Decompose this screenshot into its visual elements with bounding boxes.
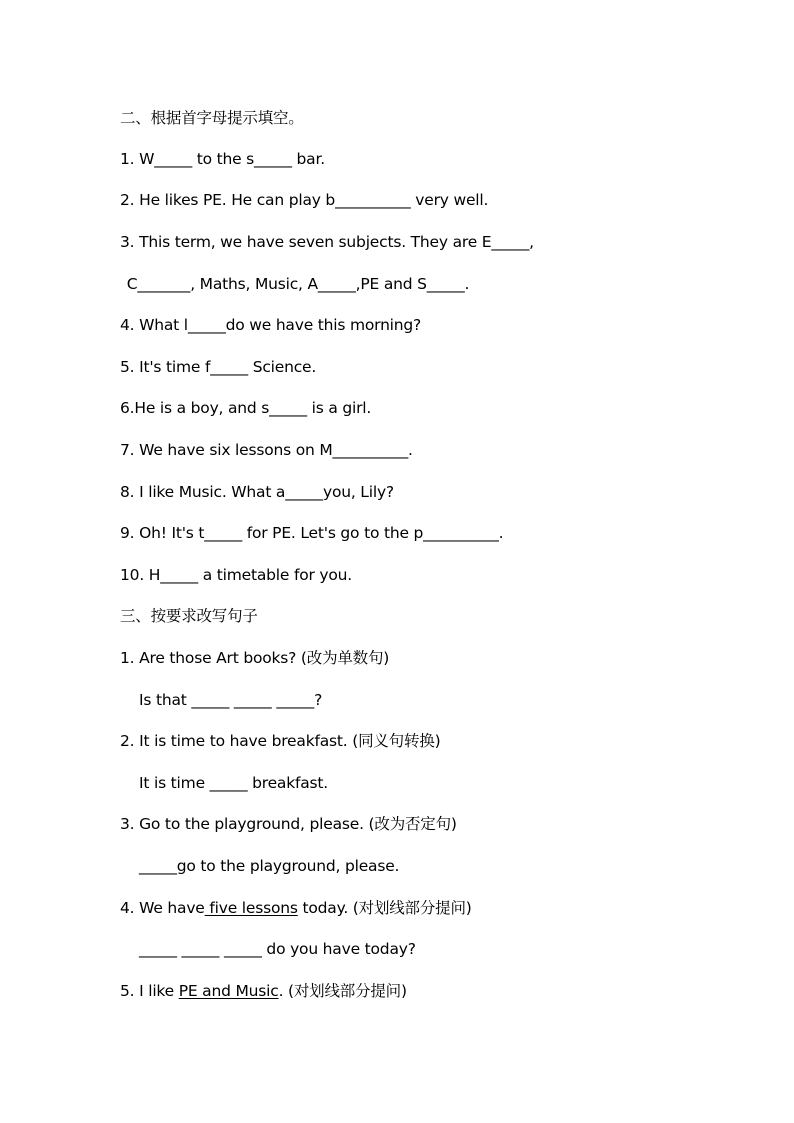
rewrite-question-2: 2. It is time to have breakfast. (同义句转换): [120, 732, 441, 750]
rewrite-question-1: 1. Are those Art books? (改为单数句): [120, 649, 390, 667]
fill-item-6: 6.He is a boy, and s_____ is a girl.: [120, 399, 372, 417]
question-5-prefix: 5. I like: [120, 982, 179, 1000]
section-2-heading: 二、根据首字母提示填空。: [120, 109, 304, 127]
fill-item-3: 3. This term, we have seven subjects. They are E_____,: [120, 233, 534, 251]
rewrite-answer-1: Is that _____ _____ _____?: [139, 691, 323, 709]
rewrite-question-3: 3. Go to the playground, please. (改为否定句): [120, 815, 457, 833]
fill-item-5: 5. It's time f_____ Science.: [120, 358, 317, 376]
fill-item-2: 2. He likes PE. He can play b__________ very well.: [120, 191, 489, 209]
fill-item-1: 1. W_____ to the s_____ bar.: [120, 150, 325, 168]
rewrite-answer-4: _____ _____ _____ do you have today?: [139, 940, 416, 958]
section-3-heading: 三、按要求改写句子: [120, 607, 258, 625]
rewrite-question-4: [120, 898, 472, 918]
question-5-suffix: . (对划线部分提问): [278, 982, 407, 1000]
rewrite-answer-2: It is time _____ breakfast.: [139, 774, 329, 792]
fill-item-8: 8. I like Music. What a_____you, Lily?: [120, 483, 394, 501]
rewrite-question-5: [120, 981, 407, 1001]
question-4-underlined-phrase: five lessons: [204, 899, 298, 917]
question-4-suffix: today. (对划线部分提问): [297, 899, 472, 917]
fill-item-9: 9. Oh! It's t_____ for PE. Let's go to the p__________.: [120, 524, 504, 542]
question-4-prefix: 4. We have: [120, 899, 205, 917]
fill-item-3-continued: C_______, Maths, Music, A_____,PE and S_____.: [122, 275, 470, 293]
fill-item-7: 7. We have six lessons on M__________.: [120, 441, 413, 459]
question-5-underlined-phrase: PE and Music: [178, 982, 279, 1000]
rewrite-answer-3: _____go to the playground, please.: [139, 857, 400, 875]
fill-item-10: 10. H_____ a timetable for you.: [120, 566, 352, 584]
fill-item-4: 4. What l_____do we have this morning?: [120, 316, 422, 334]
